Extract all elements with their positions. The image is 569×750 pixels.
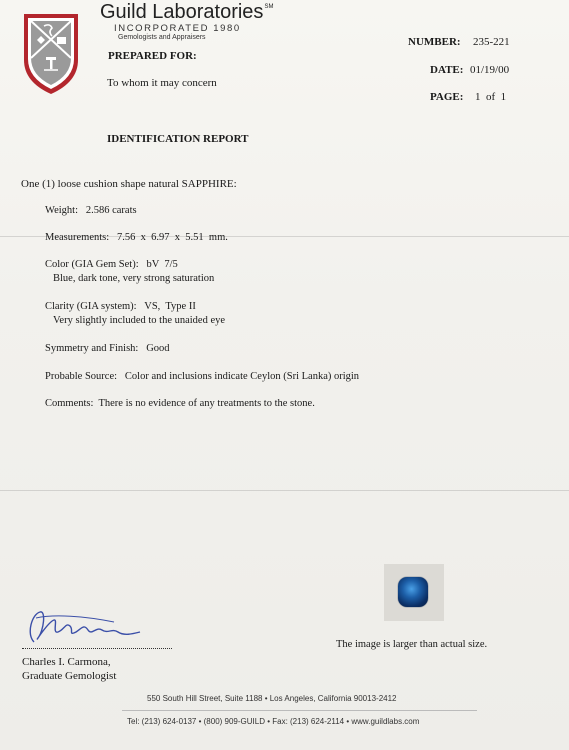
comments-line: Comments: There is no evidence of any treatments to the stone.: [45, 398, 315, 409]
prepared-for-label: PREPARED FOR:: [108, 50, 197, 62]
signatory-title: Graduate Gemologist: [22, 670, 117, 682]
page-value: 1 of 1: [475, 91, 507, 103]
clarity-line: Clarity (GIA system): VS, Type II: [45, 301, 196, 312]
footer-contact: Tel: (213) 624-0137 • (800) 909-GUILD • Fax: (213) 624-2114 • www.guildlabs.com: [127, 717, 420, 726]
symmetry-line: Symmetry and Finish: Good: [45, 343, 170, 354]
source-line: Probable Source: Color and inclusions indicate Ceylon (Sri Lanka) origin: [45, 371, 360, 382]
signatory-name: Charles I. Carmona,: [22, 656, 111, 668]
number-value: 235-221: [473, 36, 510, 48]
signature-line: [22, 648, 172, 649]
footer-divider: [122, 710, 477, 711]
sapphire-image: [398, 577, 428, 607]
incorporated-line: INCORPORATED 1980: [114, 23, 241, 34]
signature-image: [24, 604, 144, 650]
image-caption: The image is larger than actual size.: [336, 639, 488, 650]
number-label: NUMBER:: [408, 36, 461, 48]
report-title: IDENTIFICATION REPORT: [107, 133, 249, 145]
date-value: 01/19/00: [470, 64, 510, 76]
footer-address: 550 South Hill Street, Suite 1188 • Los Angeles, California 90013-2412: [147, 694, 397, 703]
fold-line: [0, 490, 569, 491]
date-label: DATE:: [430, 64, 464, 76]
clarity-description: Very slightly included to the unaided eye: [53, 315, 226, 326]
weight-line: Weight: 2.586 carats: [45, 205, 137, 216]
color-description: Blue, dark tone, very strong saturation: [53, 273, 215, 284]
shield-logo-icon: [20, 10, 82, 96]
company-name: Guild Laboratories℠: [100, 1, 274, 23]
measurements-line: Measurements: 7.56 x 6.97 x 5.51 mm.: [45, 232, 228, 243]
stone-description: One (1) loose cushion shape natural SAPPHIRE:: [21, 178, 237, 190]
company-tagline: Gemologists and Appraisers: [118, 34, 206, 41]
color-line: Color (GIA Gem Set): bV 7/5: [45, 259, 178, 270]
page-label: PAGE:: [430, 91, 464, 103]
recipient-text: To whom it may concern: [107, 77, 217, 89]
gem-photo: [384, 564, 444, 621]
